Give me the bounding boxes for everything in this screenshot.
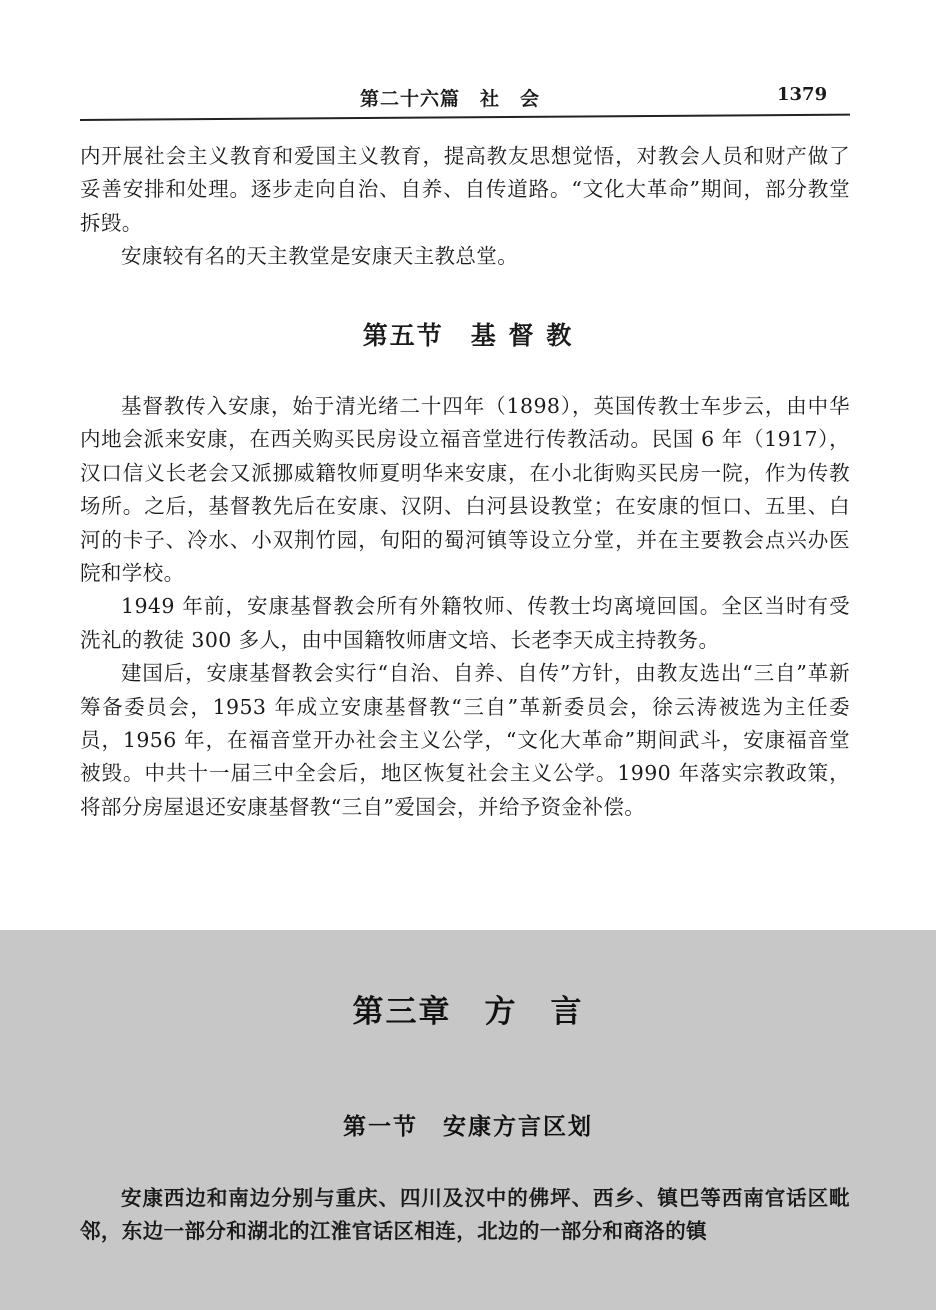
continued-text — [80, 140, 850, 274]
section-body — [80, 390, 850, 824]
paragraph: 安康较有名的天主教堂是安康天主教总堂。 — [121, 244, 519, 269]
running-title: 第二十六篇 社 会 — [360, 88, 541, 110]
page-number: 1379 — [777, 84, 828, 105]
section-title: 第一节 安康方言区划 — [343, 1113, 593, 1140]
running-header — [0, 84, 936, 114]
paragraph: 基督教传入安康，始于清光绪二十四年（1898），英国传教士车步云，由中华内地会派来安康，在西关购买民房设立福音堂进行传教活动。民国 6 年（1917），汉口信义长老会又派挪威籍牧师夏明华来安康，在小北街购买民房一院，作为传教场所。之后，基督教先后在安康、汉阴、白河县设教堂；在安康的恒口、五里、白河的卡子、冷水、小双荆竹园，旬阳的蜀河镇等设立分堂，并在主要教会点兴办医院和学校。 — [80, 394, 850, 586]
paragraph: 1949 年前，安康基督教会所有外籍牧师、传教士均离境回国。全区当时有受洗礼的教徒 300 多人，由中国籍牧师唐文培、长老李天成主持教务。 — [80, 594, 850, 652]
section-body — [80, 1182, 850, 1249]
paragraph: 建国后，安康基督教会实行“自治、自养、自传”方针，由教友选出“三自”革新筹备委员会，1953 年成立安康基督教“三自”革新委员会，徐云涛被选为主任委员，1956 年，在福音堂开办社会主义公学，“文化大革命”期间武斗，安康福音堂被毁。中共十一届三中全会后，地区恢复社会主义公学。1990 年落实宗教政策，将部分房屋退还安康基督教“三自”爱国会，并给予资金补偿。 — [80, 661, 850, 819]
section-title: 第五节 基 督 教 — [362, 321, 574, 350]
chapter-title: 第三章 方 言 — [352, 994, 584, 1030]
paragraph: 内开展社会主义教育和爱国主义教育，提高教友思想觉悟，对教会人员和财产做了妥善安排和处理。逐步走向自治、自养、自传道路。“文化大革命”期间，部分教堂拆毁。 — [80, 144, 850, 235]
paragraph: 安康西边和南边分别与重庆、四川及汉中的佛坪、西乡、镇巴等西南官话区毗邻，东边一部分和湖北的江淮官话区相连，北边的一部分和商洛的镇 — [80, 1186, 850, 1244]
